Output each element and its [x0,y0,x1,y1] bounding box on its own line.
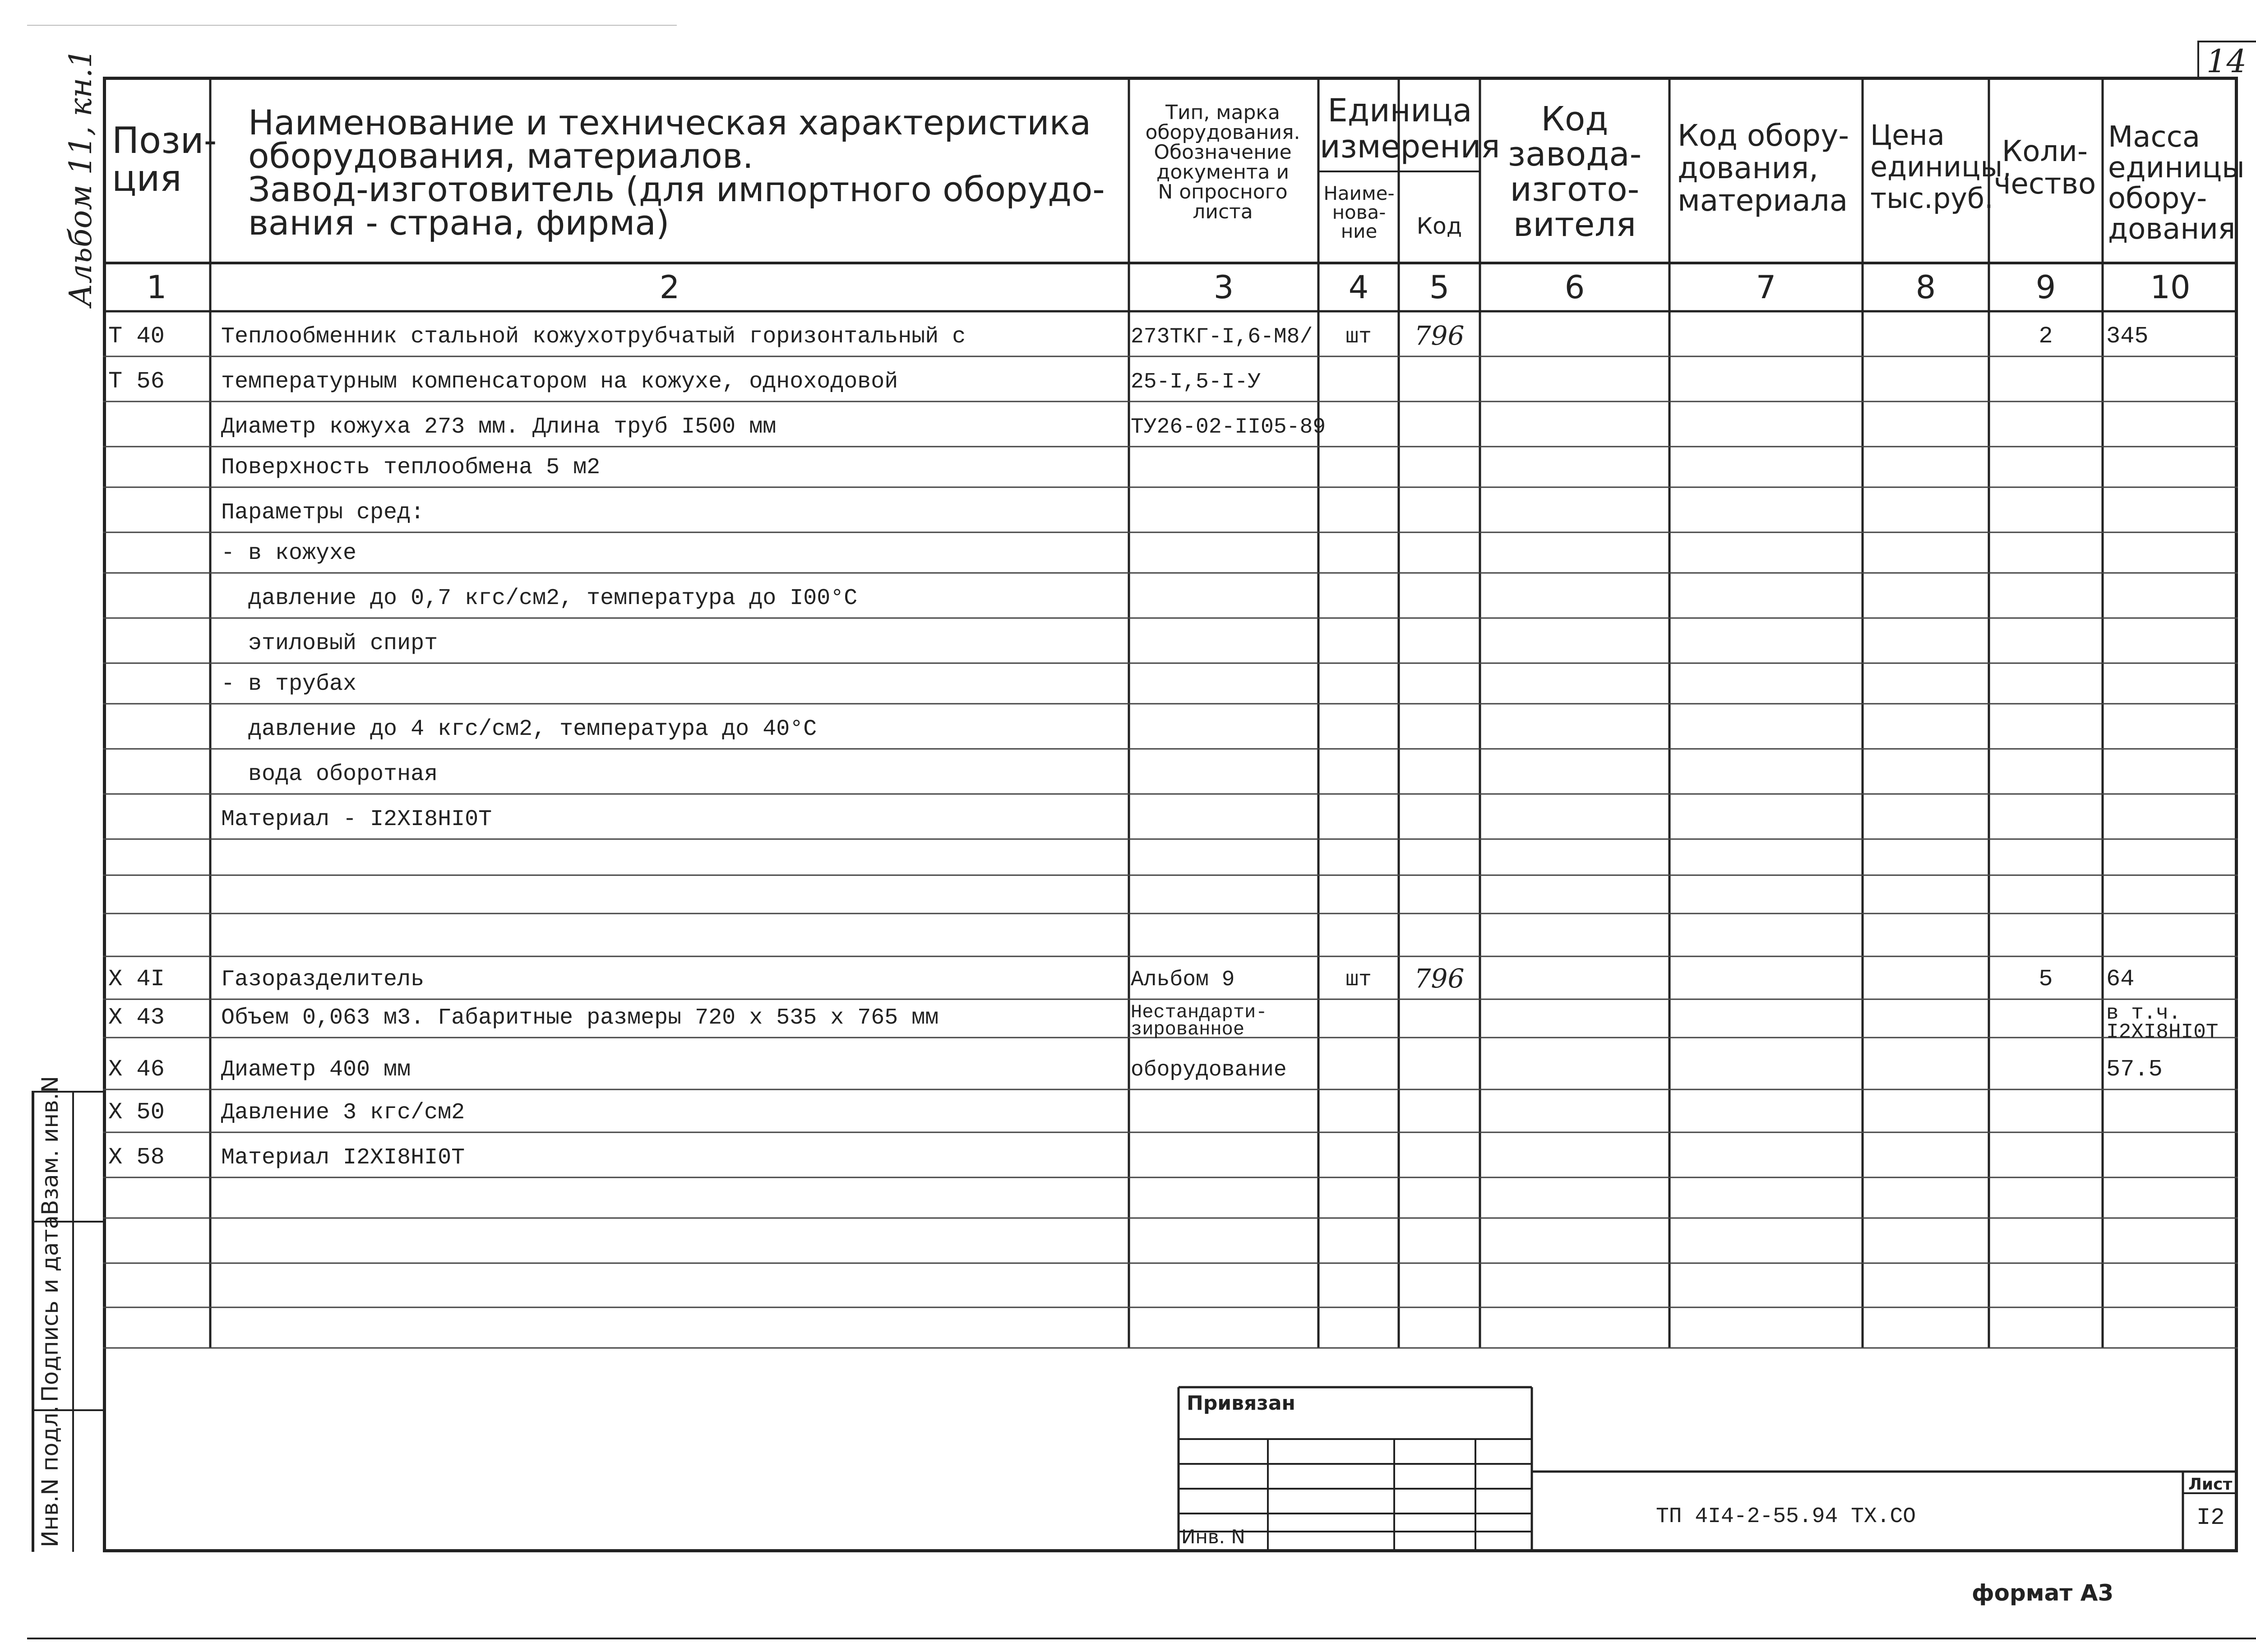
cell-name: температурным компенсатором на кожухе, одноходовой [221,369,898,395]
column-number: 4 [1348,269,1369,306]
cell-pos: Т 40 [108,323,165,350]
cell-mass: 57.5 [2106,1056,2163,1083]
header-col10: Масса единицы обору- дования [2108,120,2245,246]
cell-name: Давление 3 кгс/см2 [221,1100,465,1126]
cell-unit: шт [1345,968,1372,992]
page-number: 14 [2206,43,2247,80]
cell-pos: Х 4I [108,966,165,992]
header-col9: Коли- чество [1993,135,2096,201]
album-label: Альбом 11, кн.1 [63,48,99,307]
cell-mass: в т.ч. I2XI8HI0T [2106,1001,2219,1044]
stamp-sheet-value: I2 [2196,1504,2225,1531]
header-col3: Тип, марка оборудования. Обозначение документа и N опросного листа [1145,101,1300,223]
cell-type: ТУ26-02-II05-89 [1131,415,1326,439]
cell-type: 273ТКГ-I,6-М8/ [1131,325,1313,349]
header-col7: Код обору- дования, материала [1678,118,1849,218]
cell-name: - в кожухе [221,540,357,566]
stamp-sheet-label: Лист [2188,1475,2233,1494]
side-label-inv-podl: Инв.N подл. [37,1405,63,1547]
cell-name: Материал I2XI8HI0T [221,1145,465,1171]
cell-mass: 345 [2106,323,2149,350]
cell-name: Диаметр 400 мм [221,1057,411,1083]
cell-name: Теплообменник стальной кожухотрубчатый горизонтальный с [221,324,966,350]
cell-name: вода оборотная [221,761,438,787]
side-label-vzam: Взам. инв.N [37,1076,63,1215]
header-col8: Цена единицы, тыс.руб. [1870,119,2011,215]
cell-mass: 64 [2106,966,2135,992]
header-units-group: Единица измерения [1320,92,1500,165]
cell-pos: Х 43 [108,1004,165,1031]
column-number: 9 [2035,269,2056,306]
cell-name: Объем 0,063 м3. Габаритные размеры 720 х 535 х 765 мм [221,1005,939,1031]
cell-name: давление до 4 кгс/см2, температура до 40°С [221,716,817,742]
cell-name: Материал - I2XI8HI0T [221,807,492,832]
stamp-inv-n: Инв. N [1181,1526,1245,1548]
cell-name: Газоразделитель [221,967,425,992]
header-col6: Код завода- изгото- вителя [1507,100,1642,244]
header-col1: Пози- ция [112,120,217,199]
side-label-podpis: Подпись и дата [37,1215,63,1402]
stamp-doc-code: ТП 4I4-2-55.94 ТХ.СО [1656,1504,1916,1529]
cell-pos: Х 58 [108,1144,165,1171]
cell-name: Поверхность теплообмена 5 м2 [221,455,601,480]
column-number: 3 [1213,269,1234,306]
cell-pos: Х 46 [108,1056,165,1083]
cell-type: 25-I,5-I-У [1131,370,1261,394]
cell-name: давление до 0,7 кгс/см2, температура до I00°С [221,586,858,611]
cell-name: Параметры сред: [221,500,425,526]
column-number: 6 [1564,269,1585,306]
cell-name: - в трубах [221,671,357,697]
cell-qty: 5 [2039,966,2053,992]
column-number: 1 [146,269,167,306]
cell-unit: шт [1345,325,1372,349]
cell-name: этиловый спирт [221,631,438,656]
cell-type: Альбом 9 [1131,968,1235,992]
header-col4: Наиме- нова- ние [1323,182,1395,242]
column-number: 7 [1756,269,1776,306]
column-number: 5 [1429,269,1450,306]
cell-pos: Т 56 [108,368,165,395]
stamp-privyazan: Привязан [1187,1392,1295,1415]
cell-code: 796 [1414,963,1465,994]
format-label: формат А3 [1972,1580,2114,1606]
column-number: 10 [2150,269,2191,306]
cell-code: 796 [1414,320,1465,351]
cell-pos: Х 50 [108,1099,165,1126]
column-number: 2 [659,269,680,306]
column-number: 8 [1915,269,1936,306]
cell-name: Диаметр кожуха 273 мм. Длина труб I500 мм [221,414,777,440]
cell-qty: 2 [2039,323,2053,350]
header-col2: Наименование и техническая характеристика оборудования, материалов. Завод-изготовитель (для импортного оборудо- вания - страна, фирма) [248,102,1105,243]
cell-type: Нестандарти- зированное [1131,1001,1267,1040]
cell-type: оборудование [1131,1058,1287,1082]
header-col5: Код [1416,213,1462,239]
